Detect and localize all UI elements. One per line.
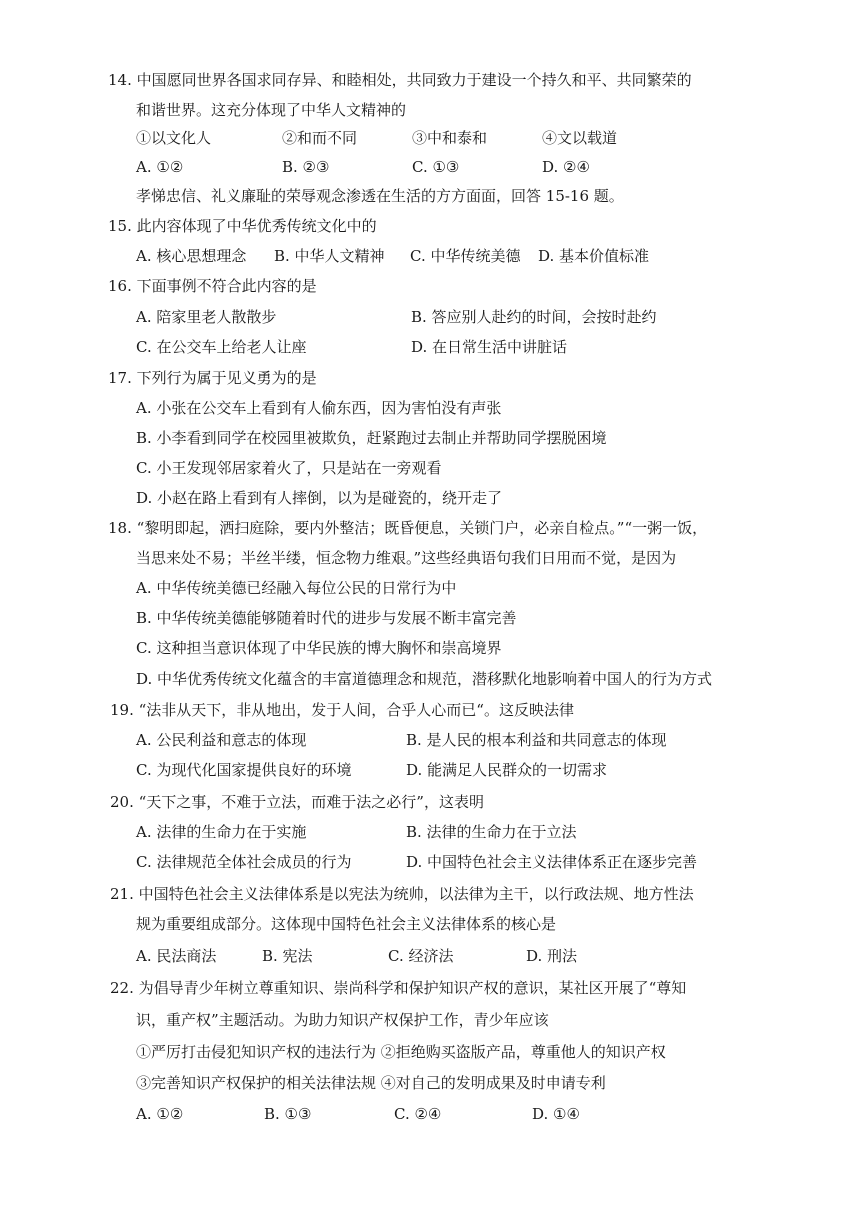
q21-stem-line1: 21. 中国特色社会主义法律体系是以宪法为统帅，以法律为主干，以行政法规、地方性法 — [110, 885, 694, 903]
q20-option-c: C. 法律规范全体社会成员的行为 — [136, 853, 352, 871]
q19-option-c: C. 为现代化国家提供良好的环境 — [136, 761, 352, 779]
q15-option-b: B. 中华人文精神 — [274, 247, 385, 265]
q14-item-2: ②和而不同 — [282, 129, 358, 147]
q22-option-b: B. ①③ — [264, 1105, 312, 1123]
q18-stem-line1: 18. “黎明即起，洒扫庭除，要内外整洁；既昏便息，关锁门户，必亲自检点。”“一粥一饭， — [108, 519, 708, 537]
q14-option-a: A. ①② — [136, 158, 184, 176]
q21-option-d: D. 刑法 — [526, 947, 578, 965]
intro-15-16: 孝悌忠信、礼义廉耻的荣辱观念渗透在生活的方方面面，回答 15-16 题。 — [136, 187, 624, 205]
q16-options-row1 — [136, 307, 657, 327]
q14-item-4: ④文以载道 — [542, 129, 618, 147]
q21-option-b: B. 宪法 — [262, 947, 313, 965]
q14-items — [136, 128, 617, 148]
q16-option-a: A. 陪家里老人散散步 — [136, 308, 277, 326]
q15-option-a: A. 核心思想理念 — [136, 247, 247, 265]
q20-options-row2 — [136, 852, 697, 872]
q21-option-a: A. 民法商法 — [136, 947, 217, 965]
q16-stem: 16. 下面事例不符合此内容的是 — [108, 277, 317, 295]
q18-option-d: D. 中华优秀传统文化蕴含的丰富道德理念和规范，潜移默化地影响着中国人的行为方式 — [136, 670, 713, 688]
q19-options-row1 — [136, 730, 667, 750]
q22-option-d: D. ①④ — [532, 1105, 580, 1123]
q20-option-d: D. 中国特色社会主义法律体系正在逐步完善 — [406, 853, 698, 871]
q14-stem-line1: 14. 中国愿同世界各国求同存异、和睦相处，共同致力于建设一个持久和平、共同繁荣的 — [108, 71, 692, 89]
q15-option-c: C. 中华传统美德 — [410, 247, 521, 265]
q22-options — [136, 1104, 580, 1124]
q22-items-line1: ①严厉打击侵犯知识产权的违法行为 ②拒绝购买盗版产品，尊重他人的知识产权 — [136, 1043, 666, 1061]
q18-stem-line2: 当思来处不易；半丝半缕，恒念物力维艰。”这些经典语句我们日用而不觉，是因为 — [136, 549, 677, 567]
q19-option-d: D. 能满足人民群众的一切需求 — [406, 761, 608, 779]
q15-option-d: D. 基本价值标准 — [538, 247, 650, 265]
q14-item-3: ③中和泰和 — [412, 129, 488, 147]
q14-option-b: B. ②③ — [282, 158, 330, 176]
q17-stem: 17. 下列行为属于见义勇为的是 — [108, 369, 317, 387]
q14-options — [136, 157, 590, 177]
q22-stem-line2: 识，重产权”主题活动。为助力知识产权保护工作，青少年应该 — [136, 1011, 549, 1029]
q21-stem-line2: 规为重要组成部分。这体现中国特色社会主义法律体系的核心是 — [136, 915, 557, 933]
q19-stem: 19. “法非从天下，非从地出，发于人间，合乎人心而已“。这反映法律 — [110, 701, 574, 719]
q19-options-row2 — [136, 760, 607, 780]
q20-stem: 20. “天下之事，不难于立法，而难于法之必行”，这表明 — [110, 793, 484, 811]
q20-option-a: A. 法律的生命力在于实施 — [136, 823, 307, 841]
q22-items-line2: ③完善知识产权保护的相关法律法规 ④对自己的发明成果及时申请专利 — [136, 1074, 606, 1092]
q14-stem-line2: 和谐世界。这充分体现了中华人文精神的 — [136, 101, 407, 119]
q16-option-c: C. 在公交车上给老人让座 — [136, 338, 307, 356]
q18-option-a: A. 中华传统美德已经融入每位公民的日常行为中 — [136, 579, 457, 597]
q15-options — [136, 246, 649, 266]
q14-item-1: ①以文化人 — [136, 129, 212, 147]
q15-stem: 15. 此内容体现了中华优秀传统文化中的 — [108, 217, 377, 235]
q14-option-c: C. ①③ — [412, 158, 460, 176]
q20-options-row1 — [136, 822, 577, 842]
q22-option-a: A. ①② — [136, 1105, 184, 1123]
q16-option-b: B. 答应别人赴约的时间，会按时赴约 — [411, 308, 657, 326]
q16-option-d: D. 在日常生活中讲脏话 — [411, 338, 568, 356]
q18-option-b: B. 中华传统美德能够随着时代的进步与发展不断丰富完善 — [136, 609, 517, 627]
q19-option-a: A. 公民利益和意志的体现 — [136, 731, 307, 749]
q21-option-c: C. 经济法 — [388, 947, 454, 965]
q17-option-b: B. 小李看到同学在校园里被欺负，赶紧跑过去制止并帮助同学摆脱困境 — [136, 429, 607, 447]
q17-option-a: A. 小张在公交车上看到有人偷东西，因为害怕没有声张 — [136, 399, 502, 417]
q17-option-d: D. 小赵在路上看到有人摔倒，以为是碰瓷的，绕开走了 — [136, 489, 503, 507]
q17-option-c: C. 小王发现邻居家着火了，只是站在一旁观看 — [136, 459, 442, 477]
q20-option-b: B. 法律的生命力在于立法 — [406, 823, 577, 841]
q18-option-c: C. 这种担当意识体现了中华民族的博大胸怀和崇高境界 — [136, 639, 502, 657]
q14-option-d: D. ②④ — [542, 158, 590, 176]
q16-options-row2 — [136, 337, 567, 357]
q22-stem-line1: 22. 为倡导青少年树立尊重知识、崇尚科学和保护知识产权的意识，某社区开展了“尊知 — [110, 979, 687, 997]
q19-option-b: B. 是人民的根本利益和共同意志的体现 — [406, 731, 667, 749]
q21-options — [136, 946, 577, 966]
q22-option-c: C. ②④ — [394, 1105, 442, 1123]
